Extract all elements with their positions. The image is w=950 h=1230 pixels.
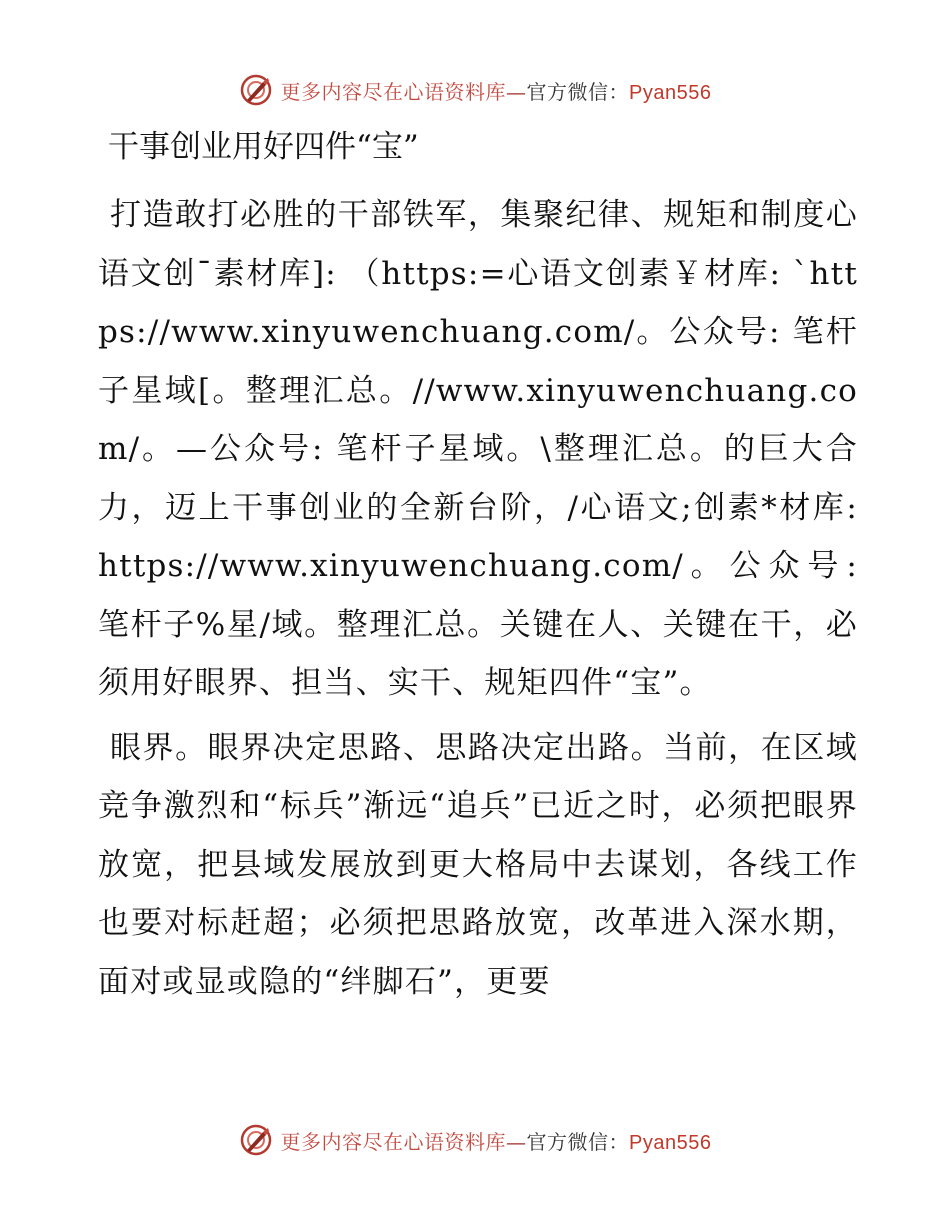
brand-logo-icon: [239, 73, 273, 107]
header-banner-wechat-label: 官方微信：: [526, 79, 630, 104]
header-banner-main: 更多内容尽在心语资料库: [280, 79, 507, 104]
document-title: 干事创业用好四件“宝”: [108, 129, 419, 165]
footer-banner-handle: Pyan556: [629, 1131, 712, 1154]
footer-banner-text: [281, 1126, 712, 1155]
brand-logo-icon: [239, 1123, 273, 1157]
header-banner-handle: Pyan556: [629, 81, 712, 104]
header-banner: [0, 68, 950, 112]
paragraph-vision: 眼界。眼界决定思路、思路决定出路。当前，在区域竞争激烈和“标兵”渐远“追兵”已近之时，必须把眼界放宽，把县域发展放到更大格局中去谋划，各线工作也要对标赶超；必须把思路放宽，改革进入深水期，面对或显或隐的“绊脚石”，更要: [98, 729, 858, 1000]
header-banner-text: [281, 76, 712, 105]
header-banner-dash: —: [506, 79, 527, 104]
footer-banner-main: 更多内容尽在心语资料库: [280, 1129, 507, 1154]
footer-banner-wechat-label: 官方微信：: [526, 1129, 630, 1154]
document-body: [98, 118, 858, 1017]
footer-banner: [0, 1118, 950, 1162]
paragraph-intro: 打造敢打必胜的干部铁军，集聚纪律、规矩和制度心语文创¯素材库]: （https:=心语文创素￥材库: `https://www.xinyuwenchuang.com/。公众号: 笔杆子星域[。整理汇总。//www.xinyuwenchuang.com/。—公众号: 笔杆子星域。\整理汇总。的巨大合力，迈上干事创业的全新台阶，/心语文;创素*材库: https://www.xinyuwenchuang.com/。公众号: 笔杆子%星/域。整理汇总。关键在人、关键在干，必须用好眼界、担当、实干、规矩四件“宝”。: [98, 197, 858, 701]
footer-banner-dash: —: [506, 1129, 527, 1154]
